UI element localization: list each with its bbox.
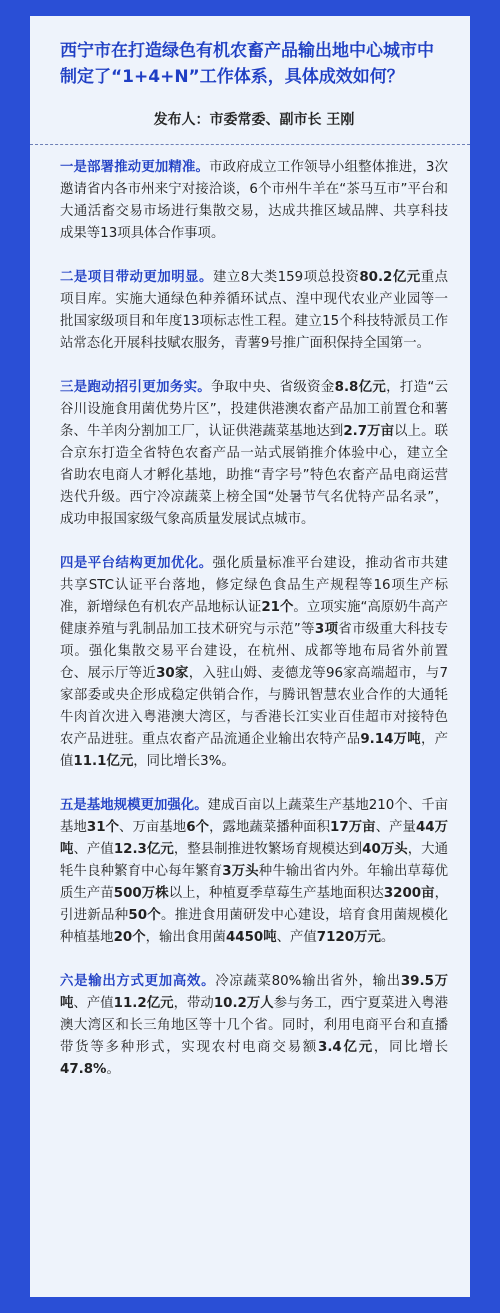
section-text: 、万亩基地 (119, 820, 187, 835)
section-text: 。 (106, 1062, 120, 1077)
highlight-figure: 44万吨 (60, 820, 449, 857)
highlight-figure: 12.3亿元 (113, 842, 174, 857)
article-header (30, 16, 470, 130)
highlight-figure: 3.4亿元 (318, 1040, 374, 1055)
section-text: ，入驻山姆、麦德龙等96家高端超市，与7家部委或央企形成稳定供销合作，与腾讯智慧农业合作的大通牦牛肉首次进入粤港澳大湾区，与香港长江实业百佳超市对接特色农产品进驻。重点农畜产品流通企业输出农特产品 (60, 666, 449, 747)
section-lead: 一是部署推动更加精准。 (60, 160, 210, 175)
section-text: 。 (380, 930, 395, 945)
section-text: ，同比增长 (373, 1040, 449, 1055)
section-lead: 三是跑动招引更加务实。 (60, 380, 212, 395)
section-text: 冷凉蔬菜80%输出省外，输出 (215, 974, 401, 989)
highlight-figure: 11.2亿元 (113, 996, 174, 1011)
highlight-figure: 17万亩 (330, 820, 376, 835)
highlight-figure: 9.14万吨 (360, 732, 421, 747)
section-text: ，输出食用菌 (145, 930, 226, 945)
section-text: ，带动 (173, 996, 214, 1011)
article-body (30, 145, 470, 1081)
highlight-figure: 7120万元 (316, 930, 381, 945)
highlight-figure: 500万株 (113, 886, 169, 901)
publisher-line: 发布人：市委常委、副市长 王刚 (153, 112, 355, 128)
section-text: ，引进新品种 (60, 886, 449, 923)
highlight-figure: 39.5万吨 (60, 974, 449, 1011)
section-lead: 四是平台结构更加优化。 (60, 556, 213, 571)
section-text: ，露地蔬菜播种面积 (209, 820, 331, 835)
highlight-figure: 47.8% (60, 1062, 107, 1077)
section-paragraph (60, 795, 448, 949)
section-paragraph (60, 377, 448, 531)
section-text: 种牛输出省内外。年输出草莓优质生产苗 (60, 864, 448, 901)
section-text: ，打造“云谷川设施食用菌优势片区”，投建供港澳农畜产品加工前置仓和薯条、牛羊肉分割加工厂，认证供港蔬菜基地达到 (60, 380, 449, 439)
section-text: 、产值 (276, 930, 317, 945)
section-paragraph (60, 267, 448, 355)
section-text: 争取中央、省级资金 (211, 380, 335, 395)
section-text: 、产值 (73, 996, 114, 1011)
section-text: ，整县制推进牧繁场育规模达到 (173, 842, 363, 857)
section-text: 参与务工，西宁夏菜进入粤港澳大湾区和长三角地区等十几个省。同时，利用电商平台和直播带货等多种形式，实现农村电商交易额 (60, 996, 449, 1055)
section-text: 重点项目库。实施大通绿色种养循环试点、湟中现代农业产业园等一批国家级项目和年度13项标志性工程。建立15个科技特派员工作站常态化开展科技赋农服务，青薯9号推广面积保持全国第一。 (60, 270, 448, 351)
section-lead: 六是输出方式更加高效。 (60, 974, 216, 989)
highlight-figure: 4450吨 (225, 930, 277, 945)
section-text: ，同比增长3%。 (133, 754, 235, 769)
highlight-figure: 30家 (156, 666, 189, 681)
highlight-figure: 80.2亿元 (359, 270, 421, 285)
section-text: ，大通牦牛良种繁育中心每年繁育 (60, 842, 449, 879)
section-text: 建立8大类159项总投资 (212, 270, 360, 285)
highlight-figure: 20个 (113, 930, 146, 945)
section-lead: 二是项目带动更加明显。 (60, 270, 213, 285)
article-title: 西宁市在打造绿色有机农畜产品输出地中心城市中制定了“1+4+N”工作体系，具体成效如何？ (60, 41, 434, 87)
highlight-figure: 10.2万人 (213, 996, 274, 1011)
section-text: 以上，种植夏季草莓生产基地面积达 (168, 886, 384, 901)
highlight-figure: 6个 (186, 820, 210, 835)
section-text: 市政府成立工作领导小组整体推进，3次邀请省内各市州来宁对接洽谈，6个市州牛羊在“茶马互市”平台和大通活畜交易市场进行集散交易，达成共推区域品牌、共享科技成果等13项具体合作事项。 (60, 160, 448, 241)
section-text: 、产值 (73, 842, 114, 857)
section-lead: 五是基地规模更加强化。 (60, 798, 208, 813)
highlight-figure: 11.1亿元 (73, 754, 134, 769)
section-text: 强化质量标准平台建设，推动省市共建共享STC认证平台落地，修定绿色食品生产规程等16项生产标准，新增绿色有机农产品地标认证 (60, 556, 449, 615)
section-text: 以上。联合京东打造全省特色农畜产品一站式展销推介体验中心，建立全省助农电商人才孵化基地，助推“青字号”特色农畜产品电商运营迭代升级。西宁冷凉蔬菜上榜全国“处暑节气名优特产品名录”，成功申报国家级气象高质量发展试点城市。 (60, 424, 449, 527)
highlight-figure: 3200亩 (383, 886, 435, 901)
highlight-figure: 3万头 (222, 864, 259, 879)
highlight-figure: 21个 (261, 600, 294, 615)
section-text: 。推进食用菌研发中心建设，培育食用菌规模化种植基地 (60, 908, 449, 945)
section-text: 、产量 (375, 820, 416, 835)
article-card (30, 16, 470, 1297)
section-paragraph (60, 553, 448, 773)
highlight-figure: 31个 (86, 820, 120, 835)
highlight-figure: 8.8亿元 (334, 380, 387, 395)
highlight-figure: 3项 (314, 622, 339, 637)
highlight-figure: 2.7万亩 (343, 424, 395, 439)
section-text: ，产值 (60, 732, 448, 769)
section-text: 省市级重大科技专项。强化集散交易平台建设，在杭州、成都等地布局省外前置仓、展示厅等近 (60, 622, 448, 681)
highlight-figure: 50个 (128, 908, 162, 923)
section-text: 建成百亩以上蔬菜生产基地210个、千亩基地 (60, 798, 449, 835)
section-paragraph (60, 971, 448, 1081)
highlight-figure: 40万头 (362, 842, 408, 857)
section-paragraph (60, 157, 448, 245)
section-text: 。立项实施“高原奶牛高产健康养殖与乳制品加工技术研究与示范”等 (60, 600, 448, 637)
